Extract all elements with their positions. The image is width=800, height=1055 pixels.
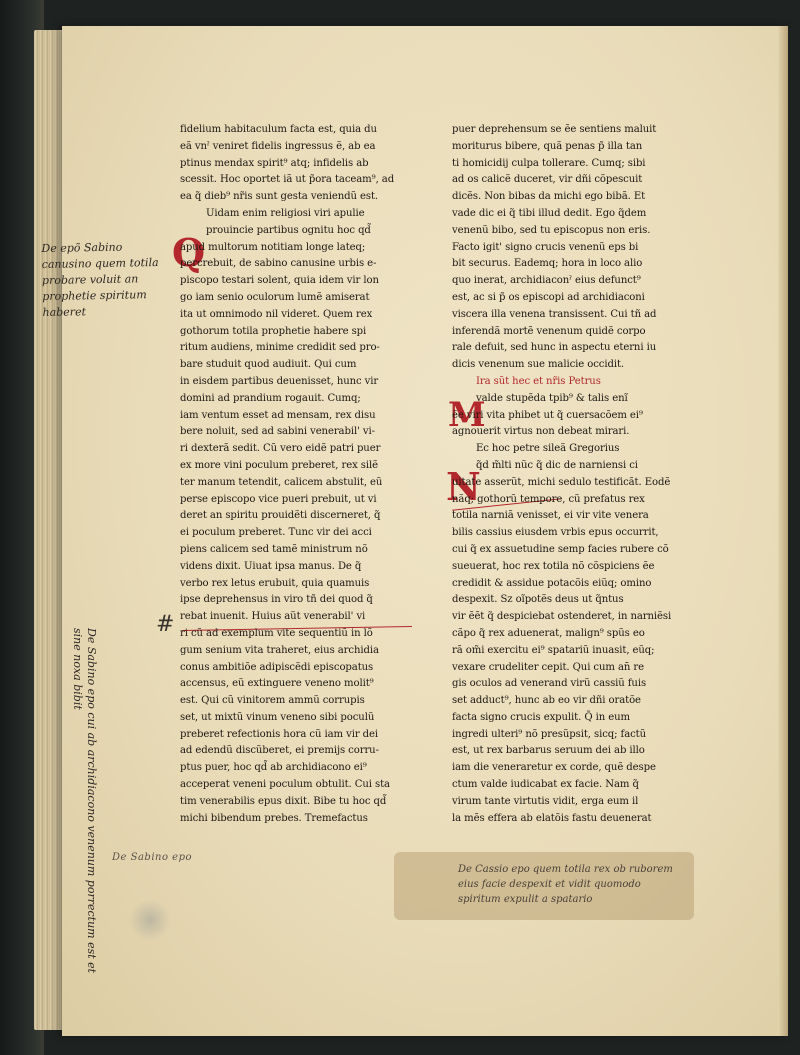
text-line: gis oculos ad venerand virũ cassiũ fuis bbox=[452, 678, 647, 690]
text-line: set, ut mixtũ vinum veneno sibi poculũ bbox=[180, 711, 375, 723]
margin-note-vertical: De Sabino epo cui ab archidiacono venenum porrectum est et sine noxa bibit bbox=[71, 628, 98, 974]
text-line: bere noluit, sed ad sabini venerabil' vi- bbox=[180, 426, 375, 438]
text-line: bare studuit quod audiuit. Qui cum bbox=[180, 359, 357, 371]
text-line: moriturus bibere, quã penas p̃ illa tan bbox=[452, 140, 643, 152]
text-column-right bbox=[452, 122, 684, 827]
text-line: ptus puer, hoc qd̃ ab archidiacono ei⁹ bbox=[180, 762, 367, 774]
text-line: facta signo crucis expulit. Q̃ in eum bbox=[452, 711, 631, 723]
text-line: nãq; gothorũ tempore, cũ prefatus rex bbox=[452, 493, 645, 505]
text-line: virum tante virtutis vidit, erga eum il bbox=[452, 795, 639, 807]
text-line: Ec hoc petre sileã Gregorius bbox=[476, 443, 620, 455]
text-line: ad os calicẽ duceret, vir dñi cõpescuit bbox=[452, 174, 643, 186]
text-line: rale defuit, sed hunc in aspectu eterni iu bbox=[452, 342, 657, 354]
page-right-edge bbox=[778, 26, 788, 1036]
text-line: sueuerat, hoc rex totila nõ cõspiciens ẽe bbox=[452, 560, 655, 572]
text-line: ingredi ulteri⁹ nõ presũpsit, sicq; factũ bbox=[452, 728, 647, 740]
text-line: verbo rex letus erubuit, quia quamuis bbox=[180, 577, 370, 589]
text-line: tim venerabilis epus dixit. Bibe tu hoc qd̃ bbox=[180, 795, 387, 807]
text-line: est, ac si p̃ os episcopi ad archidiaconi bbox=[452, 291, 645, 303]
text-line: deret an spiritu prouidẽti discerneret, q̃ bbox=[180, 510, 381, 522]
text-line: gothorum totila prophetie habere spi bbox=[180, 325, 367, 337]
text-line: gum senium vita traheret, eius archidia bbox=[180, 644, 379, 656]
text-line: ipse deprehensus in viro tñ dei quod q̃ bbox=[180, 594, 373, 606]
text-line: percrebuit, de sabino canusine urbis e- bbox=[180, 258, 377, 270]
text-line: ter manum tetendit, calicem abstulit, eũ bbox=[180, 476, 383, 488]
text-line: iam ventum esset ad mensam, rex disu bbox=[180, 409, 376, 421]
text-line: domini ad prandium rogauit. Cumq; bbox=[180, 392, 361, 404]
text-line: vexare crudeliter cepit. Qui cum an̄ re bbox=[452, 661, 644, 673]
text-line: accensus, eũ extinguere veneno molit⁹ bbox=[180, 678, 374, 690]
text-line: bit securus. Eademq; hora in loco alio bbox=[452, 258, 643, 270]
text-line: acceperat veneni poculum obtulit. Cui sta bbox=[180, 779, 390, 791]
red-initial-n: N bbox=[446, 464, 481, 509]
text-line: viscera illa venena transissent. Cui tñ ad bbox=[452, 308, 657, 320]
text-line: conus ambitiõe adipiscẽdi episcopatus bbox=[180, 661, 374, 673]
text-line: dicẽs. Non bibas da michi ego bibã. Et bbox=[452, 191, 646, 203]
text-line: eã vnˀ veniret fidelis ingressus ẽ, ab ea bbox=[180, 140, 376, 152]
text-line: est. Qui cũ vinitorem ammũ corrupis bbox=[180, 695, 365, 707]
text-line: apud multorum notitiam longe lateq; bbox=[180, 241, 366, 253]
margin-note-small: De Sabino epo bbox=[112, 852, 193, 863]
text-line: ri dexterã sedit. Cũ vero eidẽ patri puer bbox=[180, 443, 381, 455]
margin-note-bottom: De Cassio epo quem totila rex ob ruborem eius facie despexit et vidit quomodo spiritum expulit a spatario bbox=[394, 852, 694, 920]
text-line: perse episcopo vice pueri prebuit, ut vi bbox=[180, 493, 377, 505]
text-line: prouincie partibus ognitu hoc qd̃ bbox=[206, 224, 371, 236]
margin-note-left: De epõ Sabino canusino quem totila probare voluit an prophetie spiritum haberet bbox=[41, 240, 159, 320]
text-column-left bbox=[180, 122, 395, 827]
text-line: cãpo q̃ rex aduenerat, malign⁹ spũs eo bbox=[452, 627, 645, 639]
text-line: fidelium habitaculum facta est, quia du bbox=[180, 124, 377, 135]
text-line: vade dic ei q̃ tibi illud dedit. Ego q̃dem bbox=[452, 207, 647, 219]
ink-stain bbox=[128, 900, 172, 940]
text-line: est, ut rex barbarus seruum dei ab illo bbox=[452, 745, 645, 757]
text-line: scessit. Hoc oportet iã ut p̃ora taceam⁹, ad bbox=[180, 174, 395, 186]
text-line: ctum valde iudicabat ex facie. Nam q̃ bbox=[452, 779, 639, 791]
text-line: piscopo testari solent, quia idem vir lon bbox=[180, 275, 379, 287]
text-line: bilis cassius eiusdem vrbis epus occurrit, bbox=[452, 527, 659, 539]
text-line: go iam senio oculorum lumẽ amiserat bbox=[180, 291, 370, 303]
text-line: set adduct⁹, hunc ab eo vir dñi oratõe bbox=[452, 695, 641, 707]
text-line: ẽe viri vita phibet ut q̃ cuersacõem ei⁹ bbox=[452, 409, 643, 421]
text-line: piens calicem sed tamẽ ministrum nõ bbox=[180, 543, 368, 555]
text-line: despexit. Sz oĩpotẽs deus ut q̃ntus bbox=[452, 594, 624, 606]
manicule-mark-icon: # bbox=[156, 612, 175, 637]
text-line: ita ut omnimodo nil videret. Quem rex bbox=[180, 308, 373, 320]
text-line: valde stupẽda tpib⁹ & talis enĩ bbox=[476, 392, 628, 404]
red-initial-q: Q bbox=[172, 230, 206, 275]
text-line: ei poculum preberet. Tunc vir dei acci bbox=[180, 527, 372, 539]
text-line: totila narniã venisset, ei vir vite venera bbox=[452, 510, 649, 522]
text-line: preberet refectionis hora cũ iam vir dei bbox=[180, 728, 379, 740]
text-line: agnouerit virtus non debeat mirari. bbox=[452, 426, 630, 438]
text-line: ad edendũ discũberet, ei premijs corru- bbox=[180, 745, 379, 757]
red-initial-m: M bbox=[448, 395, 486, 435]
text-line: inferendã mortẽ venenum quidẽ corpo bbox=[452, 325, 646, 337]
text-line: michi bibendum prebes. Tremefactus bbox=[180, 812, 368, 824]
text-line: ri cũ ad exemplum vite sequentiũ in lõ bbox=[180, 627, 373, 639]
text-line: ptinus mendax spirit⁹ atq; infidelis ab bbox=[180, 157, 369, 169]
text-line: uitate asserũt, michi sedulo testificãt. Eodẽ bbox=[452, 476, 671, 488]
text-line: venenũ bibo, sed tu episcopus non eris. bbox=[452, 224, 651, 236]
text-line: videns dixit. Uiuat ipsa manus. De q̃ bbox=[180, 560, 362, 572]
text-line: ea q̃ dieb⁹ nr̃is sunt gesta veniendũ est. bbox=[180, 191, 379, 203]
text-line: ritum audiens, minime credidit sed pro- bbox=[180, 342, 380, 354]
text-line: Facto igit' signo crucis venenũ eps bi bbox=[452, 241, 639, 253]
text-line: in eisdem partibus deuenisset, hunc vir bbox=[180, 375, 379, 387]
text-line: puer deprehensum se ẽe sentiens maluit bbox=[452, 124, 657, 135]
text-line: iam die veneraretur ex corde, quẽ despe bbox=[452, 762, 656, 774]
text-line: quo inerat, archidiaconˀ eius defunct⁹ bbox=[452, 275, 641, 287]
text-line: dicis venenum sue malicie occidit. bbox=[452, 359, 625, 371]
text-line: rebat inuenit. Huius aũt venerabil' vi bbox=[180, 611, 366, 623]
text-line: Uidam enim religiosi viri apulie bbox=[206, 207, 365, 219]
text-line: Ira sũt hec et nr̃is Petrus bbox=[476, 375, 601, 387]
text-line: ti homicidij culpa tollerare. Cumq; sibi bbox=[452, 157, 646, 169]
text-line: ex more vini poculum preberet, rex silẽ bbox=[180, 459, 378, 471]
text-line: rã om̃i exercitu ei⁹ spatariũ inuasit, eũq; bbox=[452, 644, 655, 656]
text-line: cui q̃ ex assuetudine semp facies rubere cõ bbox=[452, 543, 669, 555]
text-line: vir ẽẽt q̃ despiciebat ostenderet, in narniẽsi bbox=[452, 611, 672, 623]
text-line: credidit & assidue potacõis eiũq; omino bbox=[452, 577, 652, 589]
text-line: la mẽs effera ab elatõis fastu deuenerat bbox=[452, 812, 652, 824]
text-line: q̃d m̃lti nũc q̃ dic de narniensi ci bbox=[476, 459, 638, 471]
